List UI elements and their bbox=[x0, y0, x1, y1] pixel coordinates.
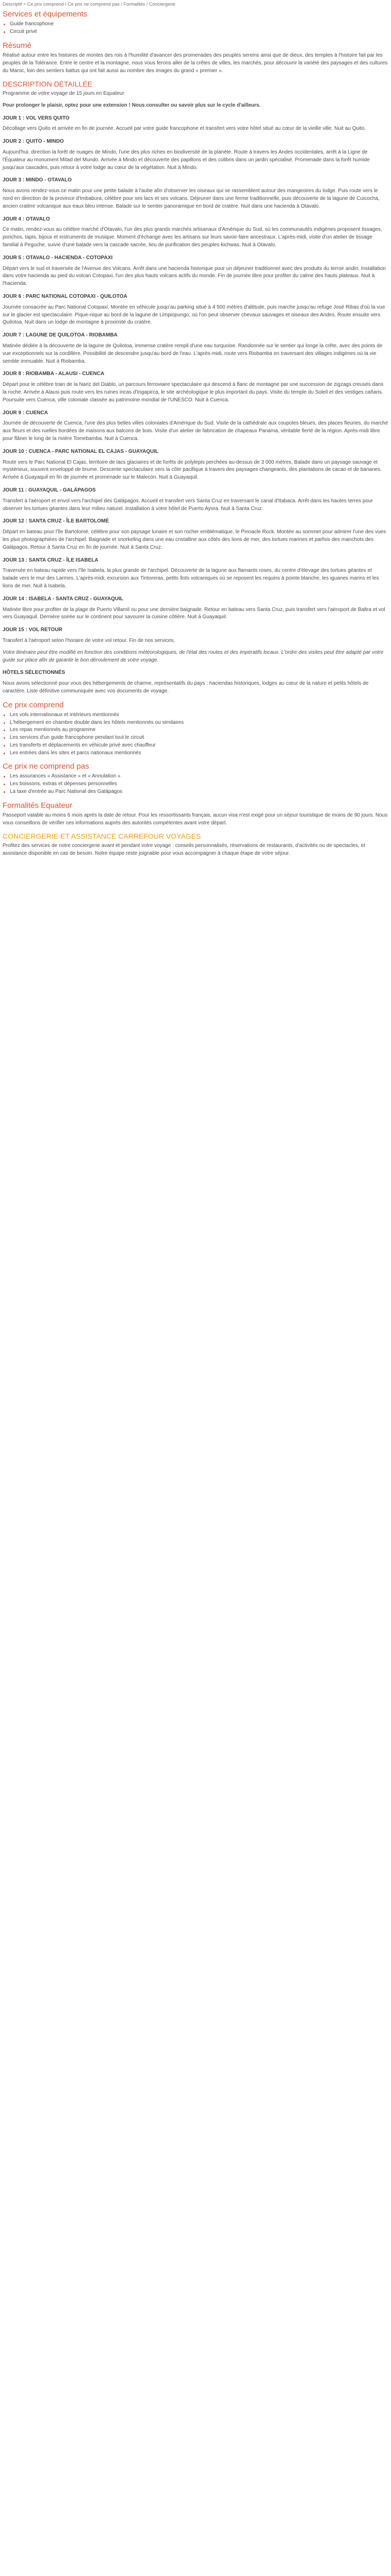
day-heading: JOUR 11 : GUAYAQUIL - GALÁPAGOS bbox=[3, 487, 96, 493]
day-text: Matinée libre pour profiter de la plage de Puerto Villamil ou pour une dernière baignade. Retour en bateau vers Santa Cruz, puis transfert vers l'aéroport de Baltra et vol vers Guayaquil. Dernière soirée sur le continent pour savourer la cuisine côtière. Nuit à Guayaquil. bbox=[3, 606, 385, 620]
list-item: L'hébergement en chambre double dans les hôtels mentionnés ou similaires bbox=[3, 719, 388, 727]
list-item: Les entrées dans les sites et parcs nationaux mentionnés bbox=[3, 750, 388, 757]
list-item: Les transferts et déplacements en véhicule privé avec chauffeur bbox=[3, 742, 388, 750]
day-heading: JOUR 15 : VOL RETOUR bbox=[3, 627, 62, 633]
day-heading: JOUR 10 : CUENCA - PARC NATIONAL EL CAJAS - GUAYAQUIL bbox=[3, 448, 159, 454]
resume-text: Réalisé autour entre les histoires de montes des rois à l'humilité d'avancer des promenades des peuples sereins ainsi que de dieux, des temples à l'histoire fait par les peuples de la Tolérance. Entre le centre et la montagne, nous vous ferons aller de la crêtes de villes, les marchés, pour découvrir la variété des paysages et des cultures du Maroc, loin des sentiers battus qui ont fait aussi au nombre des images du grand « premier ». bbox=[3, 52, 388, 74]
list-item: Les services d'un guide francophone pendant tout le circuit bbox=[3, 734, 388, 742]
formalities-text: Passeport valable au moins 6 mois après la date de retour. Pour les ressortissants français, aucun visa n'est exigé pour un séjour touristique de moins de 90 jours. Nous vous conseillons de vérifier ces informations auprès des autorités compétentes avant votre départ. bbox=[3, 812, 388, 826]
day-text: Traversée en bateau rapide vers l'île Isabela, la plus grande de l'archipel. Découverte de la lagune aux flamants roses, du centre d'élevage des tortues géantes et balade vers le mur des Larmes. L'après-midi, excursion aux Tintoreras, petits îlots volcaniques où se reposent les requins à pointe blanche, les iguanes marins et les lions de mer. Nuit à Isabela. bbox=[3, 568, 379, 589]
description-title: DESCRIPTION DÉTAILLÉE bbox=[3, 80, 93, 89]
list-item: Les vols internationaux et intérieurs mentionnés bbox=[3, 711, 388, 719]
day-heading: JOUR 7 : LAGUNE DE QUILOTOA - RIOBAMBA bbox=[3, 332, 118, 338]
day-heading: JOUR 1 : VOL VERS QUITO bbox=[3, 115, 70, 121]
formalities-section bbox=[3, 801, 388, 827]
list-item: Les assurances « Assistance » et « Annulation » bbox=[3, 773, 388, 781]
services-list bbox=[3, 21, 388, 36]
hotels-section bbox=[3, 669, 388, 695]
services-title: Services et équipements bbox=[3, 10, 88, 19]
day-heading: JOUR 9 : CUENCA bbox=[3, 410, 48, 416]
breadcrumb[interactable]: Descriptif > Ce prix comprend / Ce prix ne comprend pas / Formalités / Conciergerie bbox=[3, 2, 175, 7]
price-excludes-list bbox=[3, 773, 388, 795]
day-heading: JOUR 4 : OTAVALO bbox=[3, 216, 50, 222]
day-text: Aujourd'hui, direction la forêt de nuages de Mindo, l'une des plus riches en biodiversité de la planète. Route à travers les Andes occidentales, arrêt à la Ligne de l'Équateur au monument Mitad del Mundo. Arrivée à Mindo et découverte des papillons et des colibris dans un jardin spécialisé. Promenade dans la forêt humide jusqu'aux cascades, puis retour à votre lodge au cœur de la végétation. Nuit à Mindo. bbox=[3, 149, 370, 171]
day-heading: JOUR 8 : RIOBAMBA - ALAUSI - CUENCA bbox=[3, 371, 105, 377]
day-text: Transfert à l'aéroport selon l'horaire de votre vol retour. Fin de nos services. bbox=[3, 637, 175, 643]
day-heading: JOUR 2 : QUITO - MINDO bbox=[3, 139, 64, 145]
resume-title: Résumé bbox=[3, 41, 31, 50]
day-text: Nous avons rendez-vous ce matin pour une petite balade à l'aube afin d'observer les oiseaux qui se rassemblent autour des mangeoires du lodge. Puis route vers le nord en direction de la province d'Imbabura, célèbre pour ses lacs et ses volcans. Déjeuner dans une ferme traditionnelle, puis découverte de la lagune de Cuicocha, ancien cratère volcanique aux eaux bleu intense. Balade sur le sentier panoramique en bord de cratère. Nuit dans une hacienda à Otavalo. bbox=[3, 188, 380, 209]
day-heading: JOUR 3 : MINDO - OTAVALO bbox=[3, 177, 72, 183]
hotels-text: Nous avons sélectionné pour vous des hébergements de charme, représentatifs du pays : haciendas historiques, lodges au cœur de la nature et petits hôtels de caractère. Liste définitive communiquée avec vos documents de voyage. bbox=[3, 681, 369, 694]
itinerary-note: Votre itinéraire peut être modifié en fonction des conditions météorologiques, de l'état des routes et des impératifs locaux. L'ordre des visites peut être adapté par votre guide sur place afin de garantir le bon déroulement de votre voyage. bbox=[3, 649, 384, 663]
description-intro: Programme de votre voyage de 15 jours en Equateur bbox=[3, 91, 124, 97]
price-excludes-title: Ce prix ne comprend pas bbox=[3, 762, 89, 771]
day-text: Transfert à l'aéroport et envol vers l'archipel des Galápagos. Accueil et transfert vers Santa Cruz en traversant le canal d'Itabaca. Arrêt dans les hautes terres pour observer les tortues géantes dans leur milieu naturel. Installation à votre hôtel de Puerto Ayora. Nuit à Santa Cruz. bbox=[3, 498, 373, 512]
day-text: Ce matin, rendez-vous au célèbre marché d'Otavalo, l'un des plus grands marchés artisanaux d'Amérique du Sud, où les communautés indigènes proposent tissages, ponchos, tapis, bijoux et instruments de musique. Moment d'échange avec les artisans sur leurs savoir-faire ancestraux. L'après-midi, visite d'un atelier de tissage familial à Peguche, suivie d'une balade vers la cascade sacrée, lieu de purification des peuples kichwas. Nuit à Otavalo. bbox=[3, 227, 382, 248]
day-heading: JOUR 12 : SANTA CRUZ - ÎLE BARTOLOMÉ bbox=[3, 518, 109, 524]
conciergerie-section bbox=[3, 832, 388, 857]
day-heading: JOUR 14 : ISABELA - SANTA CRUZ - GUAYAQUIL bbox=[3, 596, 123, 602]
conciergerie-text: Profitez des services de notre conciergerie avant et pendant votre voyage : conseils personnalisés, réservations de restaurants, d'activités ou de spectacles, et assistance disponible en cas de besoin. Notre équipe reste joignable pour vous accompagner à chaque étape de votre séjour. bbox=[3, 843, 365, 857]
description-intro-extension: Pour prolonger le plaisir, optez pour une extension ! Nous consulter ou savoir plus sur le cycle d'ailleurs. bbox=[3, 102, 261, 108]
services-section bbox=[3, 10, 388, 36]
list-item: Guide francophone bbox=[3, 21, 388, 28]
list-item: Les boissons, extras et dépenses personnelles bbox=[3, 781, 388, 788]
day-heading: JOUR 5 : OTAVALO - HACIENDA - COTOPAXI bbox=[3, 255, 113, 261]
formalities-title: Formalités Equateur bbox=[3, 801, 73, 810]
day-text: Journée de découverte de Cuenca, l'une des plus belles villes coloniales d'Amérique du Sud. Visite de la cathédrale aux coupoles bleues, des places fleuries, du marché aux fleurs et des ruelles bordées de maisons aux balcons de bois. Visite d'un atelier de fabrication de chapeaux Panama, véritable fierté de la région. Après-midi libre pour flâner le long de la rivière Tomebamba. Nuit à Cuenca. bbox=[3, 420, 388, 442]
hotels-title: HÔTELS SÉLECTIONNÉS bbox=[3, 670, 66, 676]
day-text: Départ vers le sud et traversée de l'Avenue des Volcans. Arrêt dans une hacienda historique pour un déjeuner traditionnel avec des produits du terroir andin. Installation dans votre hacienda au pied du volcan Cotopaxi, l'un des plus hauts volcans actifs du monde. Fin de journée libre pour profiter du calme des hauts plateaux. Nuit à l'hacienda. bbox=[3, 265, 386, 287]
day-text: Départ pour le célèbre train de la Nariz del Diablo, un parcours ferroviaire spectaculaire qui descend à flanc de montagne par une succession de zigzags creusés dans la roche. Arrivée à Alausi puis route vers les ruines incas d'Ingapirca, le site archéologique le plus important du pays. Visite du temple du Soleil et des vestiges cañaris. Poursuite vers Cuenca, ville coloniale classée au patrimoine mondial de l'UNESCO. Nuit à Cuenca. bbox=[3, 382, 384, 403]
day-text: Journée consacrée au Parc National Cotopaxi. Montée en véhicule jusqu'au parking situé à 4 500 mètres d'altitude, puis marche jusqu'au refuge José Ribas d'où la vue sur le glacier est spectaculaire. Pique-nique au bord de la lagune de Limpiopungo, où l'on peut observer chevaux sauvages et oiseaux des Andes. Route ensuite vers Quilotoa. Nuit dans un lodge de montagne à proximité du cratère. bbox=[3, 304, 385, 326]
page bbox=[0, 0, 391, 868]
price-includes-title: Ce prix comprend bbox=[3, 700, 64, 709]
price-includes-section bbox=[3, 701, 388, 757]
price-excludes-section bbox=[3, 762, 388, 795]
day-text: Décollage vers Quito et arrivée en fin de journée. Accueil par votre guide francophone et transfert vers votre hôtel situé au cœur de la vieille ville. Nuit au Quito. bbox=[3, 126, 366, 132]
day-heading: JOUR 13 : SANTA CRUZ - ÎLE ISABELA bbox=[3, 557, 99, 563]
resume-section bbox=[3, 41, 388, 75]
description-section bbox=[3, 80, 388, 664]
conciergerie-title: CONCIERGERIE ET ASSISTANCE CARREFOUR VOYAGES bbox=[3, 832, 201, 841]
day-text: Matinée dédiée à la découverte de la lagune de Quilotoa, immense cratère rempli d'une eau turquoise. Randonnée sur le sentier qui longe la crête, avec des points de vue exceptionnels sur la cordillère. Possibilité de descendre jusqu'au bord de l'eau. L'après-midi, route vers Riobamba en traversant des villages indigènes où la vie semble immuable. Nuit à Riobamba. bbox=[3, 343, 383, 364]
list-item: Les repas mentionnés au programme bbox=[3, 726, 388, 734]
day-text: Route vers le Parc National El Cajas, territoire de lacs glaciaires et de forêts de polylepis perchées au-dessus de 3 000 mètres. Balade dans un paysage sauvage et mystérieux, souvent enveloppé de brume. Descente spectaculaire vers la côte pacifique à travers des paysages changeants, des plantations de cacao et de bananes. Arrivée à Guayaquil en fin de journée et promenade sur le Malecón. Nuit à Guayaquil. bbox=[3, 459, 382, 481]
list-item: Circuit privé bbox=[3, 28, 388, 36]
day-text: Départ en bateau pour l'île Bartolomé, célèbre pour son paysage lunaire et son rocher emblématique, le Pinnacle Rock. Montée au sommet pour admirer l'une des vues les plus photographiées de l'archipel. Baignade et snorkeling dans une eau cristalline aux côtés des lions de mer, des tortues marines et parfois des manchots des Galápagos. Retour à Santa Cruz en fin de journée. Nuit à Santa Cruz. bbox=[3, 529, 386, 550]
list-item: La taxe d'entrée au Parc National des Galápagos bbox=[3, 788, 388, 796]
day-heading: JOUR 6 : PARC NATIONAL COTOPAXI - QUILOTOA bbox=[3, 294, 127, 300]
price-includes-list bbox=[3, 711, 388, 757]
